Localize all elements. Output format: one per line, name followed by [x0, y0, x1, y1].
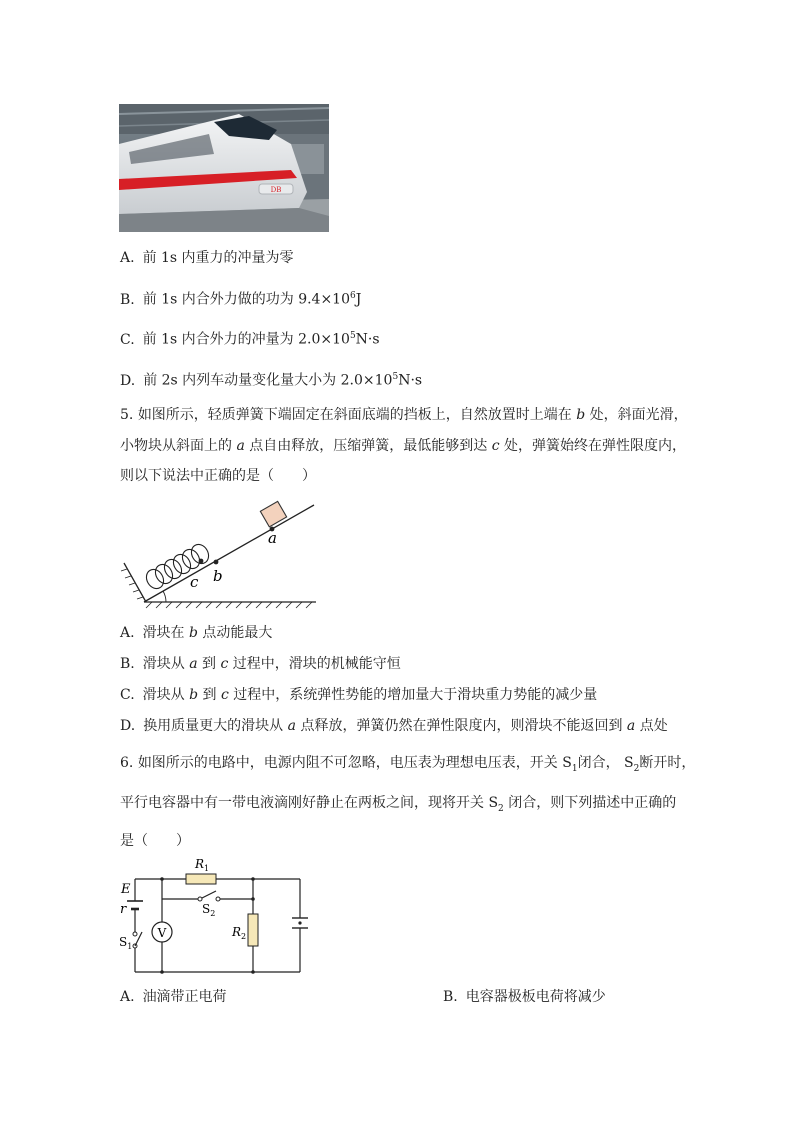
q5-stem-parts-2: 小物块从斜面上的 a 点自由释放，压缩弹簧，最低能够到达 c 处，弹簧始终在弹性限度内，	[120, 438, 687, 454]
q6-stem-line3: 是（ ）	[120, 833, 190, 849]
train-photo	[119, 104, 329, 232]
point-b-dot	[214, 560, 219, 565]
q5-option-c: C. 滑块从 b 到 c 过程中，系统弹性势能的增加量大于滑块重力势能的减少量	[120, 687, 598, 703]
label-a: a	[268, 529, 277, 547]
q5-stem-parts-1: 如图所示，轻质弹簧下端固定在斜面底端的挡板上，自然放置时上端在 b 处，斜面光滑，	[137, 407, 688, 423]
svg-text:V: V	[157, 926, 167, 940]
q5-incline-figure	[118, 495, 323, 610]
q6-option-b: B. 电容器极板电荷将减少	[443, 989, 606, 1005]
q5-option-d: D. 换用质量更大的滑块从 a 点释放，弹簧仍然在弹性限度内，则滑块不能返回到 a 点处	[120, 718, 668, 734]
point-c-dot	[199, 559, 204, 564]
q4-option-d: D. 前 2s 内列车动量变化量大小为 $2.0\times 10^5N\cdot s$	[120, 372, 423, 389]
label-b: b	[213, 567, 223, 585]
q5-option-b: B. 滑块从 a 到 c 过程中，滑块的机械能守恒	[120, 656, 401, 672]
svg-text:r: r	[120, 902, 127, 917]
svg-text:S2: $S_2$	[202, 902, 216, 918]
db-logo-text: DB	[270, 186, 282, 194]
q6-stem-line2: 平行电容器中有一带电液滴刚好静止在两板之间，现将开关 $S_2$ 闭合，则下列描述中正确的	[120, 795, 677, 814]
q5-stem-line2	[120, 436, 686, 456]
q5-stem-line3: 则以下说法中正确的是（ ）	[120, 468, 316, 484]
q4-option-a: A. 前 1s 内重力的冲量为零	[120, 250, 294, 266]
q6-option-a: A. 油滴带正电荷	[120, 989, 227, 1005]
q6-stem-line1: 6. 如图所示的电路中，电源内阻不可忽略，电压表为理想电压表，开关 $S_1$闭合， $S_2$断开时，	[120, 755, 696, 774]
label-c: c	[190, 573, 199, 591]
q6-circuit-figure	[116, 852, 312, 976]
svg-text:S1: $S_1$	[119, 935, 133, 951]
svg-text:E: E	[121, 882, 131, 897]
resistor-r1	[186, 874, 216, 884]
q4-option-c: C. 前 1s 内合外力的冲量为 $2.0\times 10^5N\cdot s$	[120, 331, 380, 348]
svg-text:R1: $R_1$	[195, 857, 210, 873]
q5-option-a: A. 滑块在 b 点动能最大	[120, 625, 273, 641]
svg-text:R2: $R_2$	[232, 925, 247, 941]
q4-option-b: B. 前 1s 内合外力做的功为 $9.4\times 10^6J$	[120, 291, 362, 308]
resistor-r2	[248, 914, 258, 946]
q5-stem-line1: 5. 如图所示，轻质弹簧下端固定在斜面底端的挡板上，自然放置时上端在 b 处，斜面光滑，	[120, 407, 688, 423]
